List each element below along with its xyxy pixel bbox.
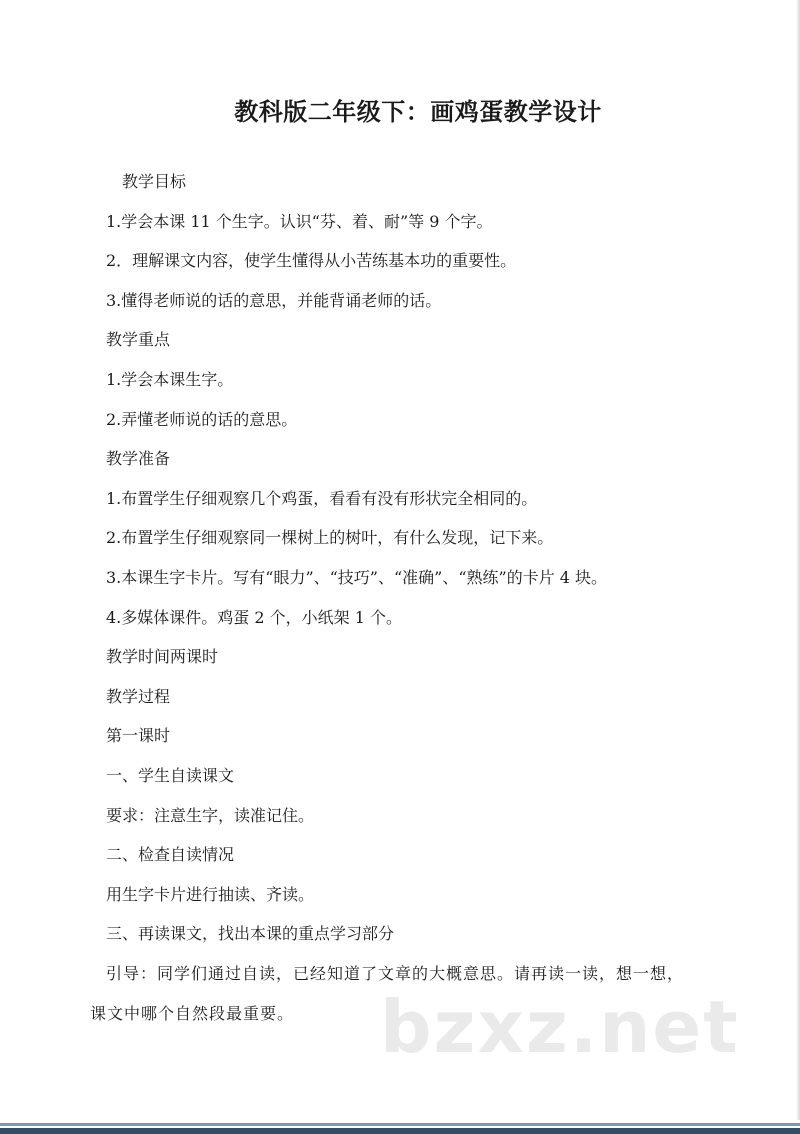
watermark-text: bzxz.net [380,985,740,1069]
section-heading-key-points: 教学重点 [106,330,171,350]
objective-item-2: 2．理解课文内容，使学生懂得从小苦练基本功的重要性。 [106,251,517,271]
preparation-item-3: 3.本课生字卡片。写有“眼力”、“技巧”、“准确”、“熟练”的卡片 4 块。 [106,567,608,587]
bottom-border-line-dark [0,1128,800,1134]
preparation-item-1: 1.布置学生仔细观察几个鸡蛋，看看有没有形状完全相同的。 [106,488,538,508]
section-heading-preparation: 教学准备 [106,449,171,469]
preparation-item-2: 2.布置学生仔细观察同一棵树上的树叶，有什么发现，记下来。 [106,528,554,548]
step-one-requirement: 要求：注意生字，读准记住。 [106,805,315,825]
bottom-border-line-light [0,1123,800,1126]
teaching-time: 教学时间两课时 [106,647,219,667]
objective-item-1: 1.学会本课 11 个生字。认识“芬、着、耐”等 9 个字。 [106,211,493,231]
preparation-item-4: 4.多媒体课件。鸡蛋 2 个，小纸架 1 个。 [106,607,402,627]
section-heading-process: 教学过程 [106,686,171,706]
guidance-paragraph: 引导：同学们通过自读，已经知道了文章的大概意思。请再读一读，想一想，课文中哪个自然段最重要。 [90,963,685,1023]
lesson-one-heading: 第一课时 [106,726,171,746]
key-point-item-1: 1.学会本课生字。 [106,369,234,389]
step-two-detail: 用生字卡片进行抽读、齐读。 [106,884,315,904]
document-title: 教科版二年级下：画鸡蛋教学设计 [234,98,602,126]
section-heading-objectives: 教学目标 [122,172,187,191]
objective-item-3: 3.懂得老师说的话的意思，并能背诵老师的话。 [106,290,442,310]
step-three-heading: 三、再读课文，找出本课的重点学习部分 [106,924,395,944]
step-two-heading: 二、检查自读情况 [106,845,235,865]
key-point-item-2: 2.弄懂老师说的话的意思。 [106,409,298,429]
step-one-heading: 一、学生自读课文 [106,765,235,785]
document-body [90,168,710,1034]
